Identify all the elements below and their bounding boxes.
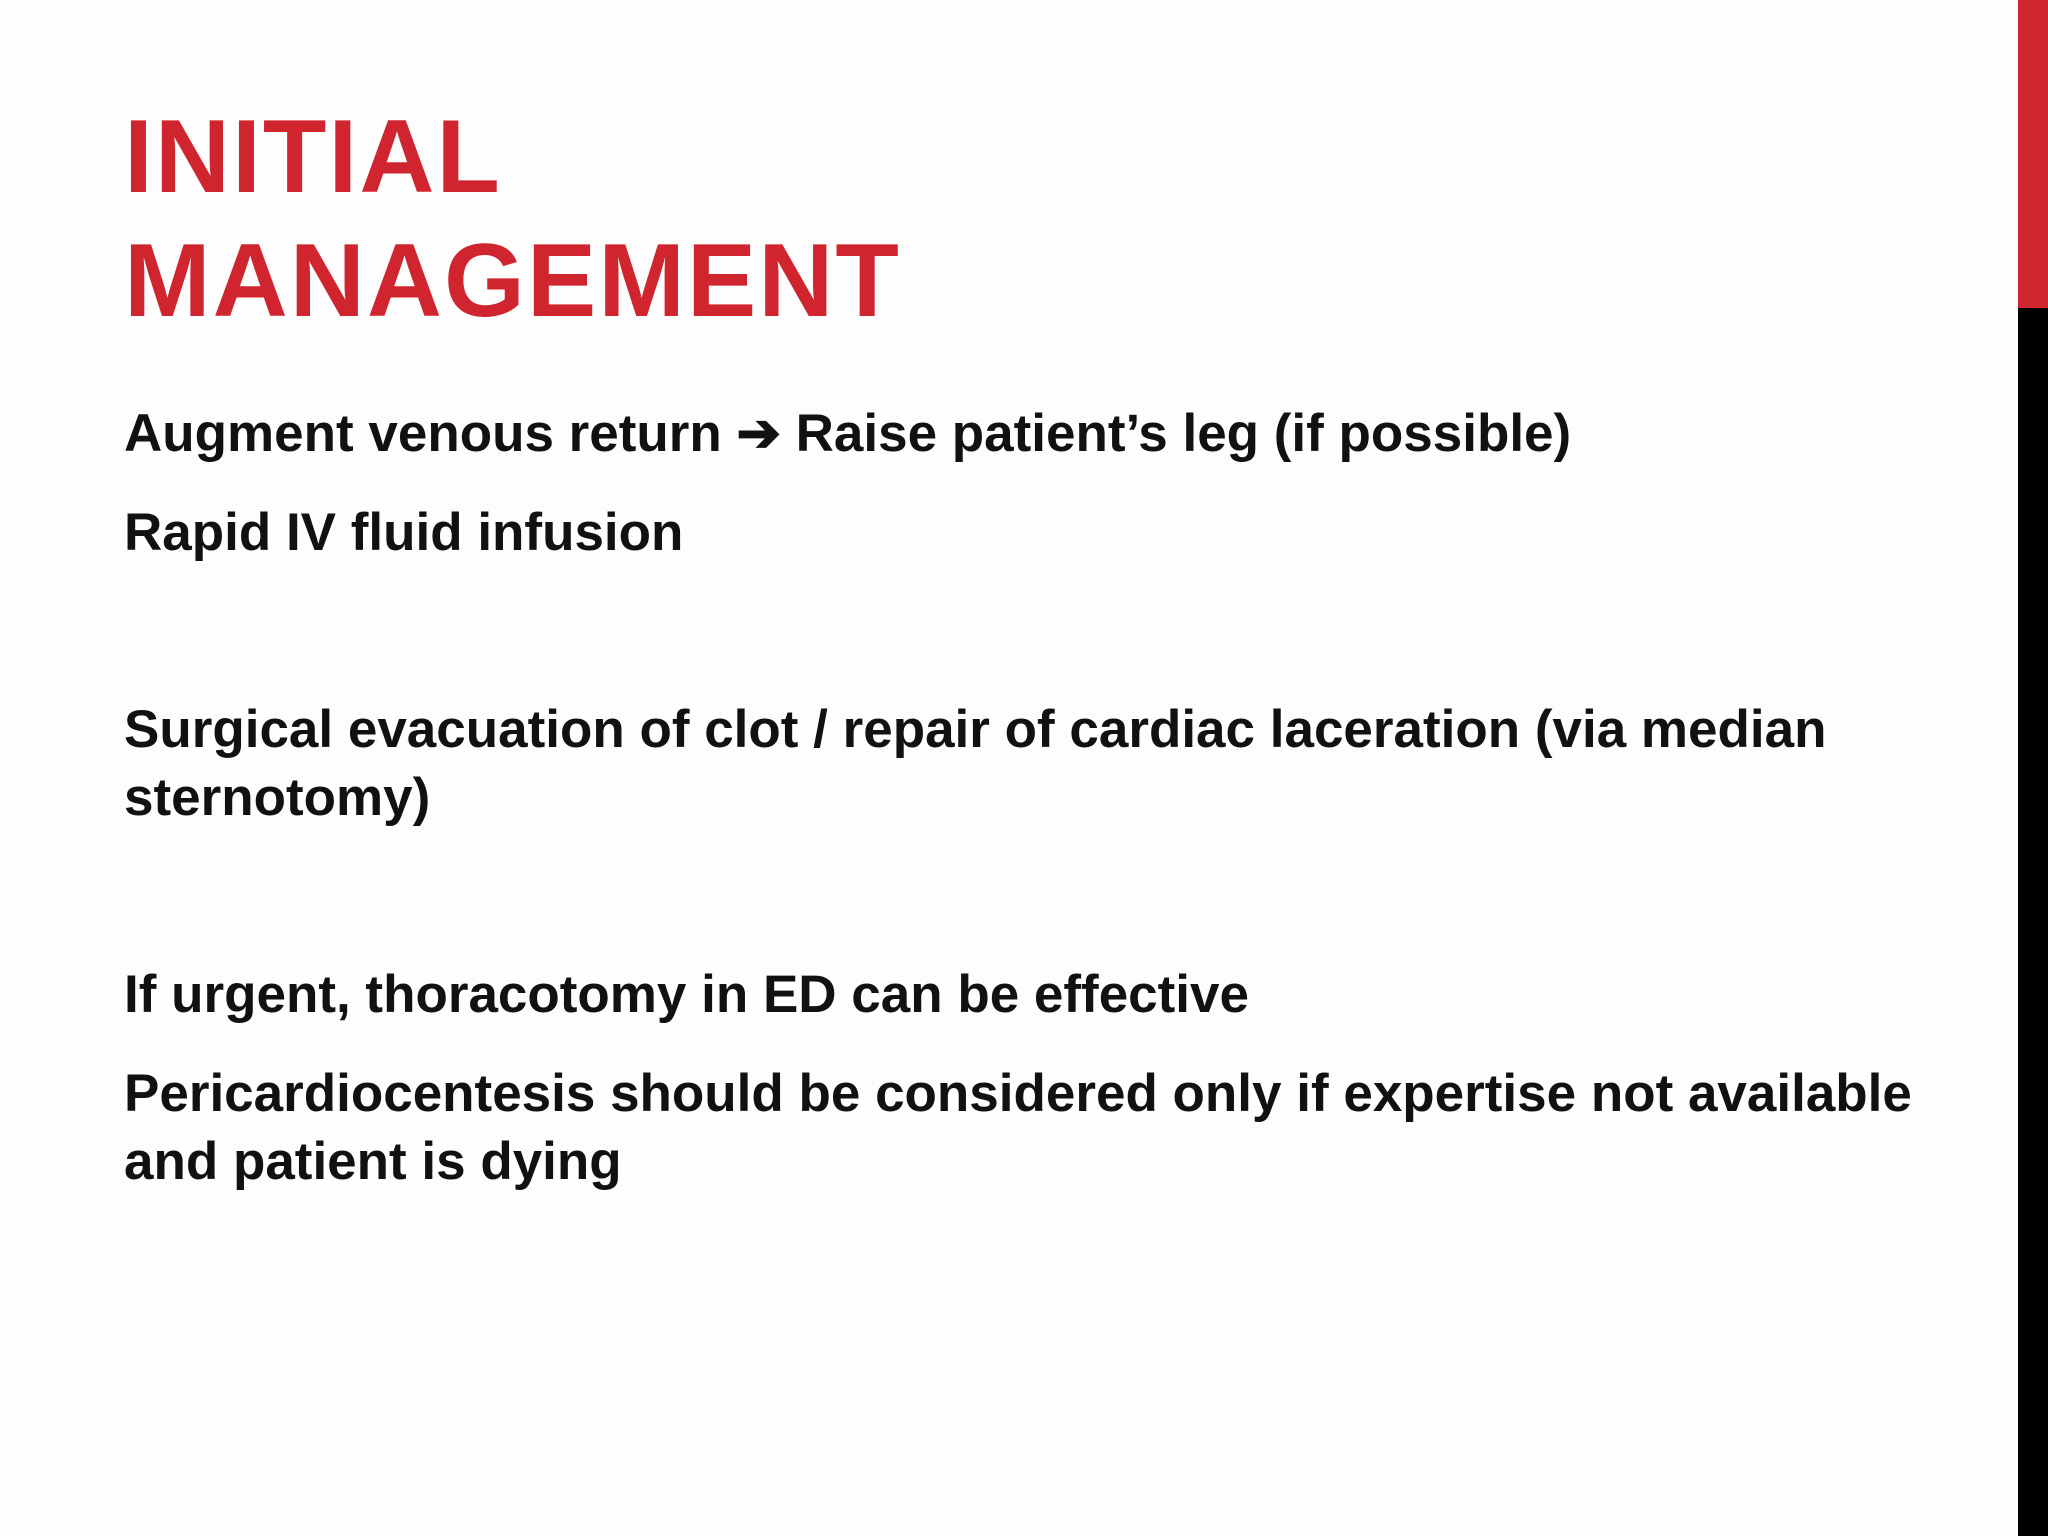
bullet-item: Augment venous return ➔ Raise patient’s leg (if possible): [124, 404, 1572, 463]
slide-title: [124, 95, 901, 343]
title-line: MANAGEMENT: [124, 223, 901, 339]
accent-bar-red: [2018, 0, 2048, 308]
empty-line: [124, 598, 1944, 696]
accent-bar-black: [2018, 308, 2048, 1536]
bullet-list: [124, 400, 1944, 1227]
bullet-item: Pericardiocentesis should be considered only if expertise not available and patient is dying: [124, 1064, 1912, 1191]
empty-line: [124, 863, 1944, 961]
title-line: INITIAL: [124, 99, 502, 215]
bullet-item: Rapid IV fluid infusion: [124, 503, 684, 562]
bullet-item: Surgical evacuation of clot / repair of cardiac laceration (via median sternotomy): [124, 700, 1827, 827]
bullet-item: If urgent, thoracotomy in ED can be effective: [124, 965, 1249, 1024]
